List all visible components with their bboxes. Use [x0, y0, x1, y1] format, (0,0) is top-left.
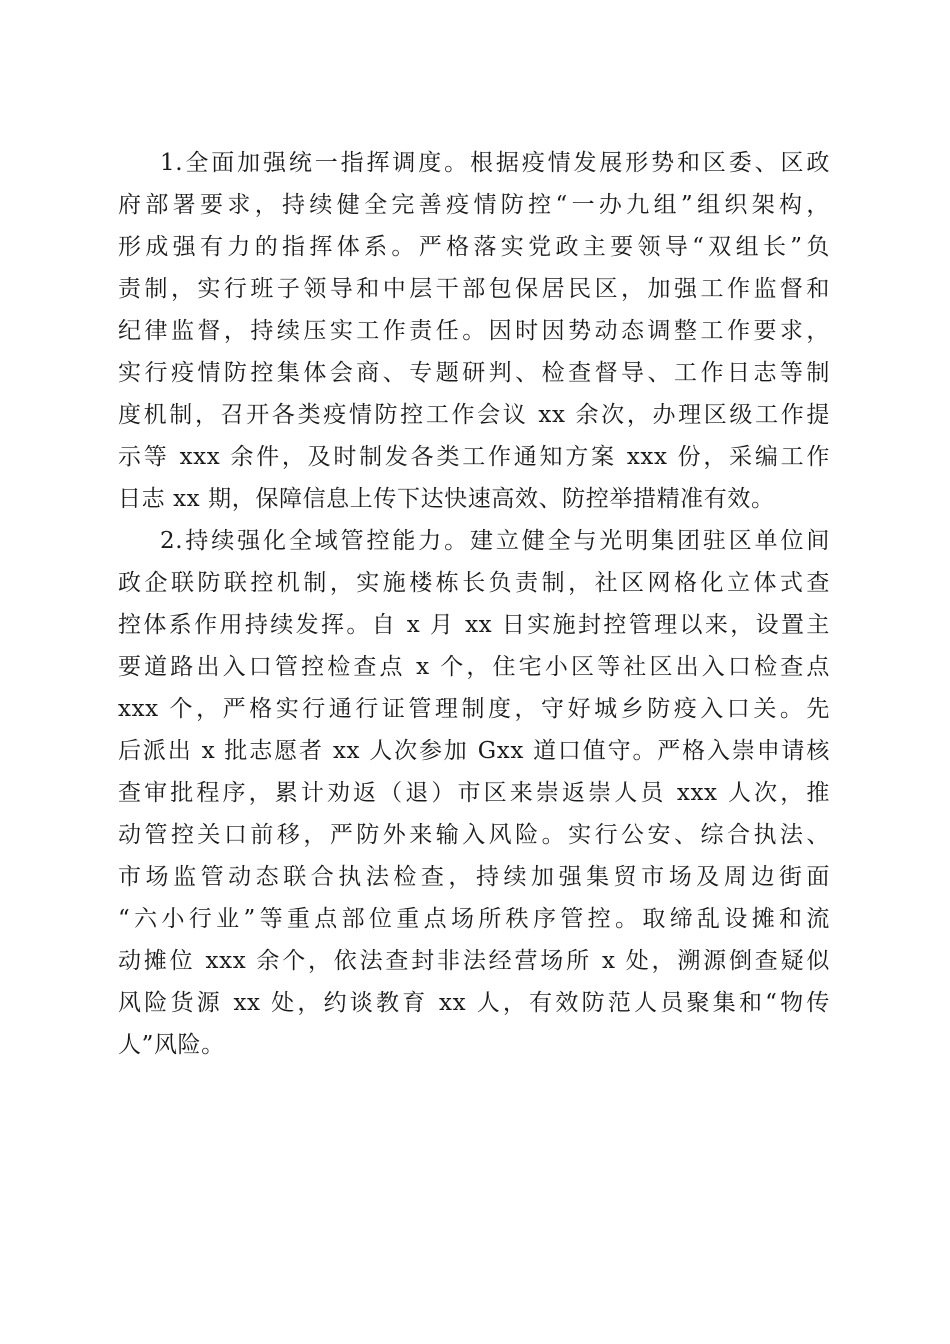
paragraph-line: 风险货源 xx 处，约谈教育 xx 人，有效防范人员聚集和“物传: [118, 990, 830, 1016]
paragraph-line: 形成强有力的指挥体系。严格落实党政主要领导“双组长”负: [118, 234, 830, 260]
paragraph-line: 查审批程序，累计劝返（退）市区来崇返崇人员 xxx 人次，推: [118, 780, 830, 806]
paragraph-line: 府部署要求，持续健全完善疫情防控“一办九组”组织架构，: [118, 192, 830, 218]
paragraph-line: 2.持续强化全域管控能力。建立健全与光明集团驻区单位间: [160, 528, 830, 554]
paragraph-line: 度机制，召开各类疫情防控工作会议 xx 余次，办理区级工作提: [118, 402, 830, 428]
paragraph-line: 政企联防联控机制，实施楼栋长负责制，社区网格化立体式查: [118, 570, 830, 596]
paragraph-line: 后派出 x 批志愿者 xx 人次参加 Gxx 道口值守。严格入崇申请核: [118, 738, 830, 764]
paragraph-line: 人”风险。: [118, 1032, 225, 1058]
paragraph-line: 市场监管动态联合执法检查，持续加强集贸市场及周边街面: [118, 864, 830, 890]
paragraph-2: [118, 520, 830, 1066]
paragraph-line: 1.全面加强统一指挥调度。根据疫情发展形势和区委、区政: [160, 150, 830, 176]
paragraph-line: 纪律监督，持续压实工作责任。因时因势动态调整工作要求，: [118, 318, 830, 344]
document-body: [118, 142, 830, 1066]
paragraph-line: 要道路出入口管控检查点 x 个，住宅小区等社区出入口检查点: [118, 654, 830, 680]
paragraph-line: 日志 xx 期，保障信息上传下达快速高效、防控举措精准有效。: [118, 486, 775, 512]
paragraph-line: 示等 xxx 余件，及时制发各类工作通知方案 xxx 份，采编工作: [118, 444, 830, 470]
paragraph-line: 实行疫情防控集体会商、专题研判、检查督导、工作日志等制: [118, 360, 830, 386]
paragraph-line: 责制，实行班子领导和中层干部包保居民区，加强工作监督和: [118, 276, 830, 302]
paragraph-line: xxx 个，严格实行通行证管理制度，守好城乡防疫入口关。先: [118, 696, 830, 722]
paragraph-line: 动摊位 xxx 余个，依法查封非法经营场所 x 处，溯源倒查疑似: [118, 948, 830, 974]
paragraph-line: 动管控关口前移，严防外来输入风险。实行公安、综合执法、: [118, 822, 830, 848]
paragraph-1: [118, 142, 830, 520]
paragraph-line: 控体系作用持续发挥。自 x 月 xx 日实施封控管理以来，设置主: [118, 612, 830, 638]
paragraph-line: “六小行业”等重点部位重点场所秩序管控。取缔乱设摊和流: [118, 906, 830, 932]
